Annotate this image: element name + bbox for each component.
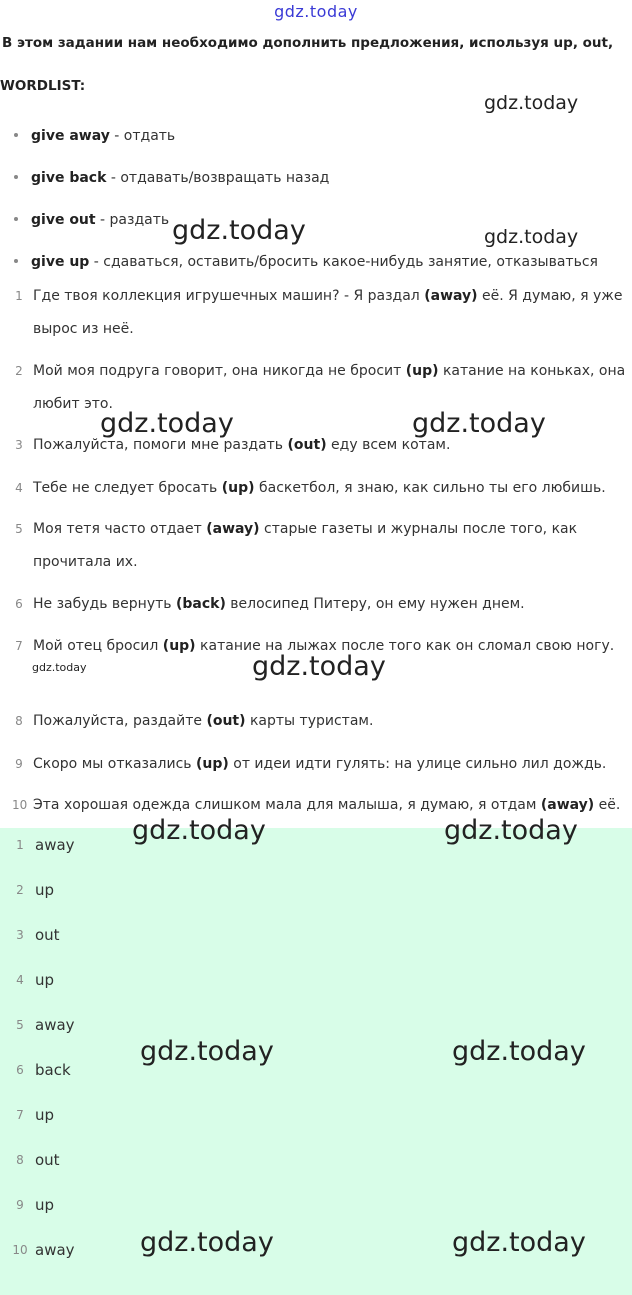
answer-value: up [35,1196,55,1214]
answer-value: away [35,836,75,854]
answer-value: out [35,926,60,944]
answer-number: 10 [12,1243,28,1257]
sentence-number: 3 [15,438,23,452]
sentence-text: Скоро мы отказались [33,756,196,772]
sentence-answer: (up) [162,638,196,654]
sentence-answer: (up) [405,363,439,379]
wordlist-item [14,254,598,270]
answer-number: 2 [16,883,24,897]
sentence-number: 9 [15,757,23,771]
sentence-text: Где твоя коллекция игрушечных машин? - Я раздал [33,288,425,304]
sentence-number: 5 [15,522,23,536]
answer-number: 5 [16,1018,24,1032]
answer-number: 9 [16,1198,24,1212]
answer-value: back [35,1061,71,1079]
wordlist-meaning: - отдавать/возвращать назад [106,170,330,186]
watermark: gdz.today [452,1036,586,1067]
answers-panel [0,828,632,1295]
sentence-answer: (away) [424,288,478,304]
sentence-number: 8 [15,714,23,728]
answer-value: away [35,1241,75,1259]
wordlist-item [14,128,175,144]
sentence-text: её. [594,797,621,813]
wordlist-heading: WORDLIST: [0,78,86,94]
sentence-number: 2 [15,364,23,378]
sentence-text: катание на коньках, она любит это. [33,363,626,412]
watermark: gdz.today [484,92,579,114]
sentence-answer: (out) [206,713,246,729]
sentence-text: Пожалуйста, помоги мне раздать [33,437,288,453]
wordlist-phrase: give up [31,254,90,270]
bullet-icon [14,175,18,179]
wordlist-item [14,170,329,186]
sentence-text: Мой отец бросил [33,638,163,654]
sentence-answer: (back) [175,596,226,612]
sentence-number: 10 [12,798,28,812]
watermark: gdz.today [412,408,546,439]
sentence-text: велосипед Питеру, он ему нужен днем. [225,596,525,612]
answer-value: up [35,1106,55,1124]
sentence-text: Моя тетя часто отдает [33,521,207,537]
wordlist-meaning: - отдать [109,128,176,144]
wordlist-phrase: give away [31,128,110,144]
answer-value: away [35,1016,75,1034]
task-intro: В этом задании нам необходимо дополнить предложения, используя up, out, [2,35,614,51]
sentence-text: Тебе не следует бросать [33,480,222,496]
sentence-text: от идеи идти гулять: на улице сильно лил дождь. [228,756,607,772]
watermark: gdz.today [140,1036,274,1067]
bullet-icon [14,259,18,263]
answer-number: 8 [16,1153,24,1167]
bullet-icon [14,133,18,137]
sentence-text: еду всем котам. [326,437,451,453]
sentence-text: Эта хорошая одежда слишком мала для малыша, я думаю, я отдам [33,797,541,813]
watermark: gdz.today [452,1227,586,1258]
bullet-icon [14,217,18,221]
sentence-number: 7 [15,639,23,653]
watermark: gdz.today [140,1227,274,1258]
answer-number: 6 [16,1063,24,1077]
sentence-text: её. Я думаю, я уже вырос из неё. [33,288,623,337]
watermark: gdz.today [444,815,578,846]
answer-value: up [35,971,55,989]
sentence-answer: (up) [196,756,229,772]
sentence-answer: (away) [540,797,595,813]
sentence-number: 4 [15,481,23,495]
watermark: gdz.today [172,215,306,246]
wordlist-phrase: give out [31,212,96,228]
answer-value: up [35,881,55,899]
sentence-answer: (away) [206,521,260,537]
sentence-text: Не забудь вернуть [33,596,176,612]
sentence-number: 6 [15,597,23,611]
watermark: gdz.today [252,651,386,682]
sentence-text: Пожалуйста, раздайте [33,713,207,729]
site-watermark-top: gdz.today [274,2,358,21]
answer-number: 4 [16,973,24,987]
sentence-text: карты туристам. [245,713,374,729]
sentence-text: баскетбол, я знаю, как сильно ты его любишь. [254,480,606,496]
wordlist-meaning: - раздать [95,212,170,228]
answer-number: 7 [16,1108,24,1122]
sentence-text: старые газеты и журналы после того, как прочитала их. [33,521,578,570]
watermark: gdz.today [32,661,87,674]
wordlist-phrase: give back [31,170,107,186]
answer-number: 3 [16,928,24,942]
sentence-text: Мой моя подруга говорит, она никогда не бросит [33,363,406,379]
watermark: gdz.today [484,226,579,248]
wordlist-item [14,212,169,228]
answer-number: 1 [16,838,24,852]
answer-value: out [35,1151,60,1169]
watermark: gdz.today [100,408,234,439]
sentence-text: катание на лыжах после того как он сломал свою ногу. [195,638,615,654]
sentence-answer: (up) [221,480,255,496]
sentence-answer: (out) [287,437,327,453]
watermark: gdz.today [132,815,266,846]
sentence-number: 1 [15,289,23,303]
wordlist-meaning: - сдаваться, оставить/бросить какое-нибудь занятие, отказываться [89,254,598,270]
